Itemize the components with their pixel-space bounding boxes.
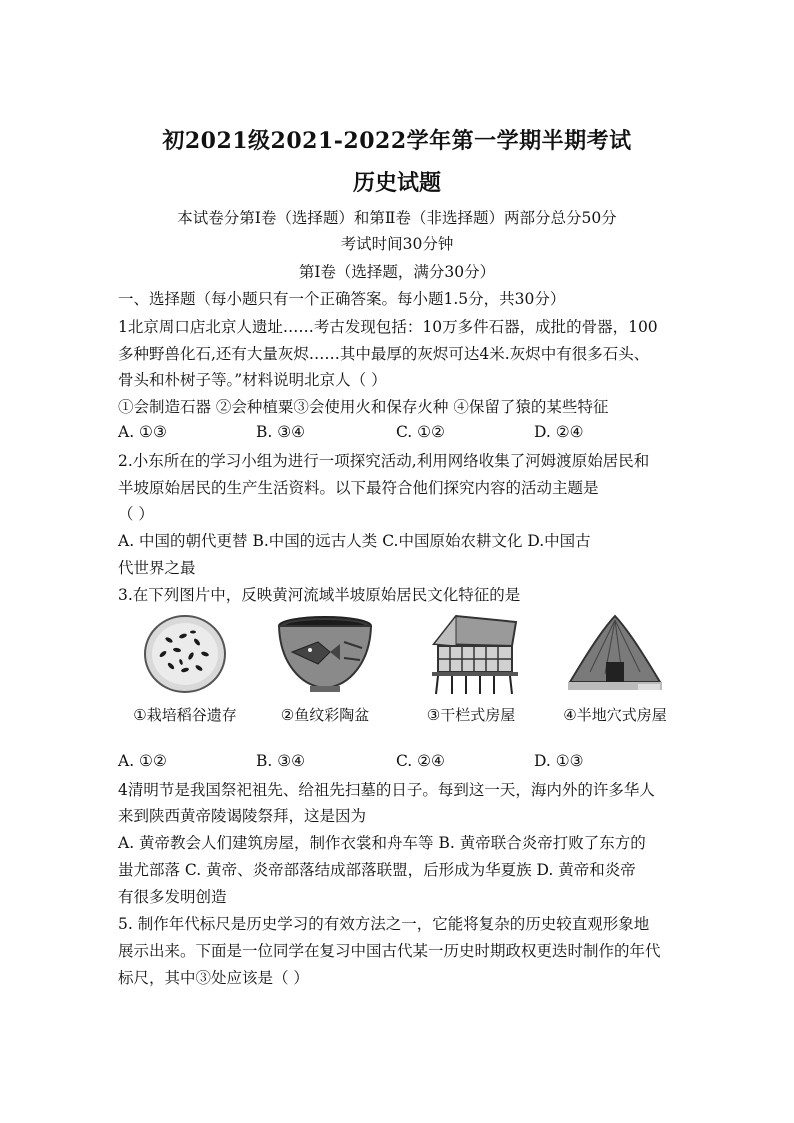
figure-2: [260, 612, 390, 725]
q2-line-5: 代世界之最: [118, 559, 196, 577]
q1-option-c: C. ①②: [396, 423, 445, 441]
q4-line-4: 蚩尤部落 C. 黄帝、炎帝部落结成部落联盟，后形成为华夏族 D. 黄帝和炎帝: [118, 861, 636, 879]
q1-statements: ①会制造石器 ②会种植粟③会使用火和保存火种 ④保留了猿的某些特征: [118, 398, 609, 416]
figure-2-caption: ②鱼纹彩陶盆: [280, 706, 370, 724]
figure-1-caption: ①栽培稻谷遗存: [133, 706, 237, 724]
q2-options: A. 中国的朝代更替 B.中国的远古人类 C.中国原始农耕文化 D.中国古: [118, 532, 591, 550]
exam-title: 初2021级2021-2022学年第一学期半期考试: [162, 128, 632, 154]
q4-line-2: 来到陕西黄帝陵谒陵祭拜，这是因为: [118, 807, 367, 825]
q2-line-2: 半坡原始居民的生产生活资料。以下最符合他们探究内容的活动主题是: [118, 479, 599, 497]
painted-pottery-basin-icon: [270, 612, 380, 698]
q3-option-a: A. ①②: [118, 752, 167, 770]
q3-option-b: B. ③④: [256, 752, 306, 770]
figure-4-caption: ④半地穴式房屋: [563, 706, 667, 724]
part-heading: 一、选择题（每小题只有一个正确答案。每小题1.5分，共30分）: [118, 290, 566, 308]
figure-4: [550, 612, 680, 725]
figure-3-caption: ③干栏式房屋: [426, 706, 516, 724]
q1-option-b: B. ③④: [256, 423, 306, 441]
q1-line-1: 1北京周口店北京人遗址……考古发现包括：10万多件石器，成批的骨器，100: [118, 318, 658, 336]
exam-info-line: 本试卷分第Ⅰ卷（选择题）和第Ⅱ卷（非选择题）两部分总分50分: [177, 209, 617, 227]
stilt-house-icon: [416, 612, 526, 698]
figure-1: [120, 612, 250, 725]
q1-option-a: A. ①③: [118, 423, 167, 441]
q5-line-3: 标尺，其中③处应该是（ ）: [118, 969, 309, 987]
q5-line-2: 展示出来。下面是一位同学在复习中国古代某一历史时期政权更迭时制作的年代: [118, 942, 661, 960]
figure-3: [406, 612, 536, 725]
q3-option-c: C. ②④: [396, 752, 445, 770]
section-heading: 第Ⅰ卷（选择题，满分30分）: [298, 263, 496, 281]
q1-line-2: 多种野兽化石,还有大量灰烬……其中最厚的灰烬可达4米.灰烬中有很多石头、: [118, 345, 650, 363]
q4-line-3: A. 黄帝教会人们建筑房屋，制作衣裳和舟车等 B. 黄帝联合炎帝打败了东方的: [118, 834, 646, 852]
q3-option-d: D. ①③: [534, 752, 584, 770]
q4-line-5: 有很多发明创造: [118, 888, 227, 906]
exam-time-line: 考试时间30分钟: [340, 235, 454, 253]
q2-line-1: 2.小东所在的学习小组为进行一项探究活动,利用网络收集了河姆渡原始居民和: [118, 452, 650, 470]
q2-line-3: （ ）: [118, 505, 154, 523]
q1-option-d: D. ②④: [534, 423, 584, 441]
rice-remains-icon: [135, 612, 235, 698]
q3-line-1: 3.在下列图片中，反映黄河流域半坡原始居民文化特征的是: [118, 586, 521, 604]
q5-line-1: 5. 制作年代标尺是历史学习的有效方法之一，它能将复杂的历史较直观形象地: [118, 915, 650, 933]
q3-figures: [120, 612, 680, 742]
q4-line-1: 4清明节是我国祭祀祖先、给祖先扫墓的日子。每到这一天，海内外的许多华人: [118, 781, 655, 799]
q1-line-3: 骨头和朴树子等。”材料说明北京人（ ）: [118, 371, 387, 389]
semi-subterranean-house-icon: [560, 612, 670, 698]
exam-subtitle: 历史试题: [352, 170, 441, 196]
